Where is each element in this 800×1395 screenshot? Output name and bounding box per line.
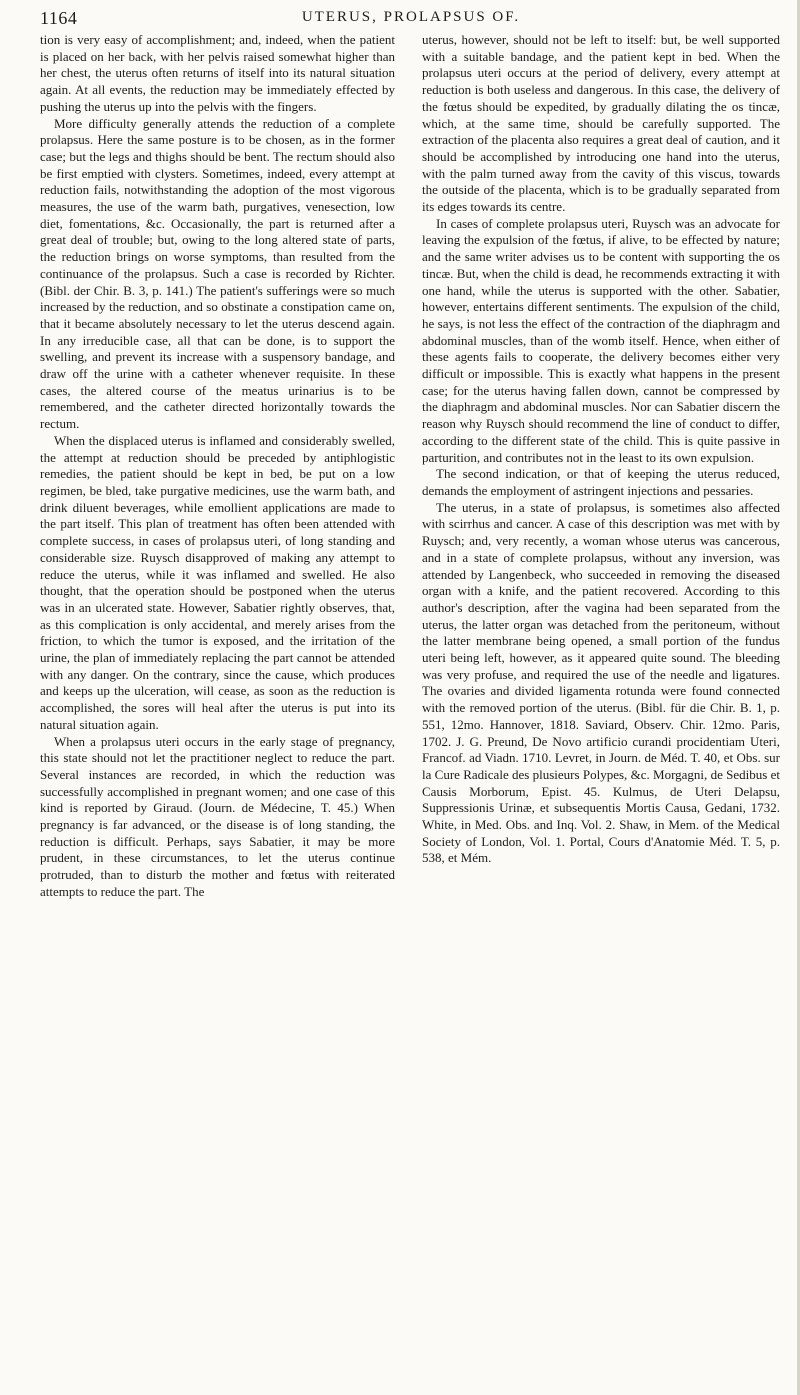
paragraph: When the displaced uterus is inflamed and considerably swelled, the attempt at reduction should be preceded by antiphlogistic remedies, the patient should be kept in bed, be put on a low regimen, be bled, take purgative medicines, use the warm bath, and drink diluent beverages, while emollient applications are made to the part itself. This plan of treatment has often been attended with complete success, in cases of prolapsus uteri, of long standing and considerable size. Ruysch disapproved of making any attempt to reduce the uterus, while it was inflamed and swelled. He also thought, that the operation should be postponed when the uterus was in an ulcerated state. However, Sabatier rightly observes, that, as this complication is only accidental, and merely arises from the friction, to which the tumor is exposed, and the irritation of the urine, the plan of immediately replacing the part cannot be attended with any danger. On the contrary, since the cause, which produces and keeps up the ulceration, will cease, as soon as the reduction is accomplished, the sores will heal after the uterus is put into its natural situation again. (40, 432, 395, 732)
page-number: 1164 (40, 8, 78, 28)
paragraph: The uterus, in a state of prolapsus, is sometimes also affected with scirrhus and cancer. A case of this description was met with by Ruysch; and, very recently, a woman whose uterus was cancerous, and in a state of complete prolapsus, without any inversion, was attended by Langenbeck, who succeeded in removing the diseased organ with a knife, and the patient recovered. According to this author's description, after the vagina had been separated from the uterus, the latter organ was detached from the peritoneum, without the latter membrane being opened, a small portion of the fundus uteri being left, however, as it appeared quite sound. The bleeding was very profuse, and required the use of the needle and ligatures. The ovaries and divided ligamenta rotunda were found connected with the removed portion of the uterus. (Bibl. für die Chir. B. 1, p. 551, 12mo. Hannover, 1818. Saviard, Observ. Chir. 12mo. Paris, 1702. J. G. Preund, De Novo artificio curandi procidentiam Uteri, Francof. ad Viadn. 1710. Levret, in Journ. de Méd. T. 40, et Obs. sur la Cure Radicale des plusieurs Polypes, &c. Morgagni, de Sedibus et Causis Morborum, Epist. 45. Kulmus, de Uteri Delapsu, Suppressionis Urinæ, et subsequentis Mortis Causa, Gedani, 1732. White, in Med. Obs. and Inq. Vol. 2. Shaw, in Mem. of the Medical Society of London, Vol. 1. Portal, Cours d'Anatomie Méd. T. 5, p. 538, et Mém. (422, 499, 780, 866)
paragraph: When a prolapsus uteri occurs in the early stage of pregnancy, this state should not let the practitioner neglect to reduce the part. Several instances are recorded, in which the reduction was successfully accomplished in pregnant women; and one case of this kind is reported by Giraud. (Journ. de Médecine, T. 45.) When pregnancy is far advanced, or the disease is of long standing, the reduction is difficult. Perhaps, says Sabatier, it may be more prudent, in these circumstances, to let the uterus continue protruded, than to disturb the mother and fœtus with reiterated attempts to reduce the part. The (40, 733, 395, 899)
paragraph: tion is very easy of accomplishment; and, indeed, when the patient is placed on her back, with her pelvis raised somewhat higher than her chest, the uterus often returns of itself into its natural situation again. At all events, the reduction may be immediately effected by pushing the uterus up into the pelvis with the fingers. (40, 32, 395, 114)
right-column (422, 32, 780, 867)
paragraph: In cases of complete prolapsus uteri, Ruysch was an advocate for leaving the expulsion of the fœtus, if alive, to be effected by nature; and the same writer advises us to be content with supporting the os tincæ. But, when the child is dead, he recommends extracting it with one hand, while the uterus is supported with the other. Sabatier, however, entertains different sentiments. The expulsion of the child, he says, is not less the effect of the contraction of the diaphragm and abdominal muscles, than of the womb itself. Hence, when either of these agents fails to cooperate, the delivery becomes either very difficult or impossible. This is exactly what happens in the present case; for the uterus having fallen down, cannot be compressed by the diaphragm and abdominal muscles. Nor can Sabatier discern the reason why Ruysch should recommend the line of conduct to differ, according to the different state of the child. This is quite passive in parturition, and contributes not in the least to its own expulsion. (422, 215, 780, 465)
left-column (40, 32, 395, 901)
running-title: UTERUS, PROLAPSUS OF. (301, 9, 521, 25)
paragraph: More difficulty generally attends the reduction of a complete prolapsus. Here the same posture is to be chosen, as in the former case; but the legs and thighs should be bent. The rectum should also be first emptied with clysters. Sometimes, indeed, every attempt at reduction fails, notwithstanding the adoption of the most vigorous measures, the use of the warm bath, purgatives, venesection, low diet, fomentations, &c. Occasionally, the part is returned after a great deal of trouble; but, owing to the long altered state of parts, the reduction brings on worse symptoms, than resulted from the continuance of the prolapsus. Such a case is recorded by Richter. (Bibl. der Chir. B. 3, p. 141.) The patient's sufferings were so much increased by the reduction, and so obstinate a constipation came on, that it became absolutely necessary to let the uterus descend again. In any irreducible case, all that can be done, is to support the swelling, and prevent its increase with a suspensory bandage, and draw off the urine with a catheter whenever requisite. In these cases, the altered course of the meatus urinarius is to be remembered, and the catheter directed horizontally towards the rectum. (40, 115, 395, 432)
paragraph: The second indication, or that of keeping the uterus reduced, demands the employment of astringent injections and pessaries. (422, 466, 780, 498)
page-header (40, 8, 782, 34)
paragraph: uterus, however, should not be left to itself: but, be well supported with a suitable bandage, and the patient kept in bed. When the prolapsus uteri occurs at the period of delivery, every attempt at reduction is both useless and dangerous. In this case, the delivery of the fœtus should be expedited, by gradually dilating the os tincæ, which, at the same time, should be carefully supported. The extraction of the placenta also requires a great deal of caution, and it should be accomplished by introducing one hand into the uterus, with the palm turned away from the cavity of this viscus, towards the outside of the placenta, which is to be gradually separated from its edges towards its centre. (422, 32, 780, 215)
